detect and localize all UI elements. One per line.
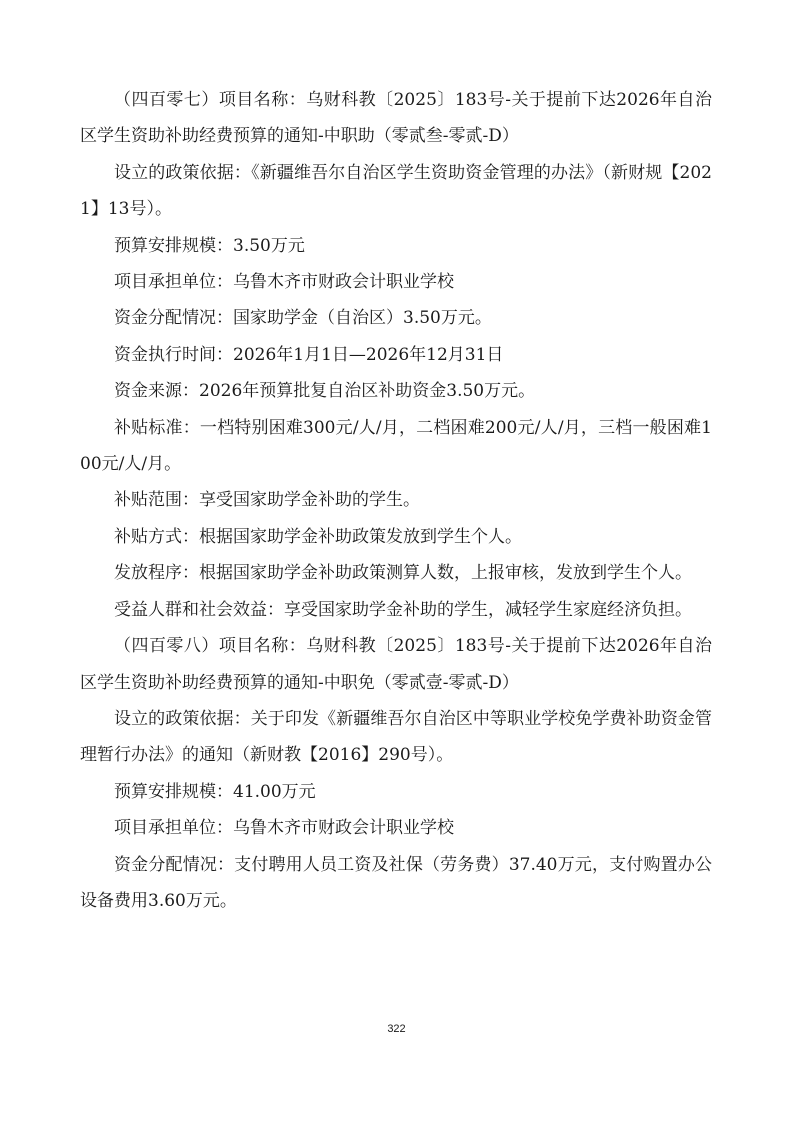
project-408-undertaking-unit: 项目承担单位：乌鲁木齐市财政会计职业学校 [114, 818, 454, 839]
project-407-subsidy-standard: 补贴标准：一档特别困难300元/人/月，二档困难200元/人/月，三档一般困难100元/人/月。 [80, 417, 712, 475]
project-408-fund-allocation: 资金分配情况：支付聘用人员工资及社保（劳务费）37.40万元，支付购置办公设备费用3.60万元。 [80, 854, 712, 911]
project-407-undertaking-unit: 项目承担单位：乌鲁木齐市财政会计职业学校 [114, 272, 454, 293]
project-408-policy-basis: 设立的政策依据：关于印发《新疆维吾尔自治区中等职业学校免学费补助资金管理暂行办法》的通知（新财教【2016】290号）。 [80, 708, 712, 766]
project-407-execution-period: 资金执行时间：2026年1月1日—2026年12月31日 [114, 344, 504, 365]
project-407-policy-basis: 设立的政策依据：《新疆维吾尔自治区学生资助资金管理的办法》（新财规【2021】13号）。 [80, 162, 712, 220]
project-408-title: （四百零八）项目名称：乌财科教〔2025〕183号-关于提前下达2026年自治区学生资助补助经费预算的通知-中职免（零贰壹-零贰-D） [80, 636, 712, 693]
project-407-fund-allocation: 资金分配情况：国家助学金（自治区）3.50万元。 [114, 308, 492, 329]
project-407-subsidy-scope: 补贴范围：享受国家助学金补助的学生。 [114, 490, 420, 511]
project-407-title: （四百零七）项目名称：乌财科教〔2025〕183号-关于提前下达2026年自治区学生资助补助经费预算的通知-中职助（零贰叁-零贰-D） [80, 90, 712, 147]
project-407-fund-source: 资金来源：2026年预算批复自治区补助资金3.50万元。 [114, 381, 536, 402]
page-number: 322 [387, 1023, 406, 1035]
document-body [80, 82, 712, 919]
project-407-budget-scale: 预算安排规模：3.50万元 [114, 235, 305, 256]
project-407-distribution-procedure: 发放程序：根据国家助学金补助政策测算人数，上报审核，发放到学生个人。 [114, 563, 692, 584]
project-407-beneficiaries: 受益人群和社会效益：享受国家助学金补助的学生，减轻学生家庭经济负担。 [114, 599, 692, 620]
project-408-budget-scale: 预算安排规模：41.00万元 [114, 781, 316, 802]
project-407-subsidy-method: 补贴方式：根据国家助学金补助政策发放到学生个人。 [114, 526, 522, 547]
